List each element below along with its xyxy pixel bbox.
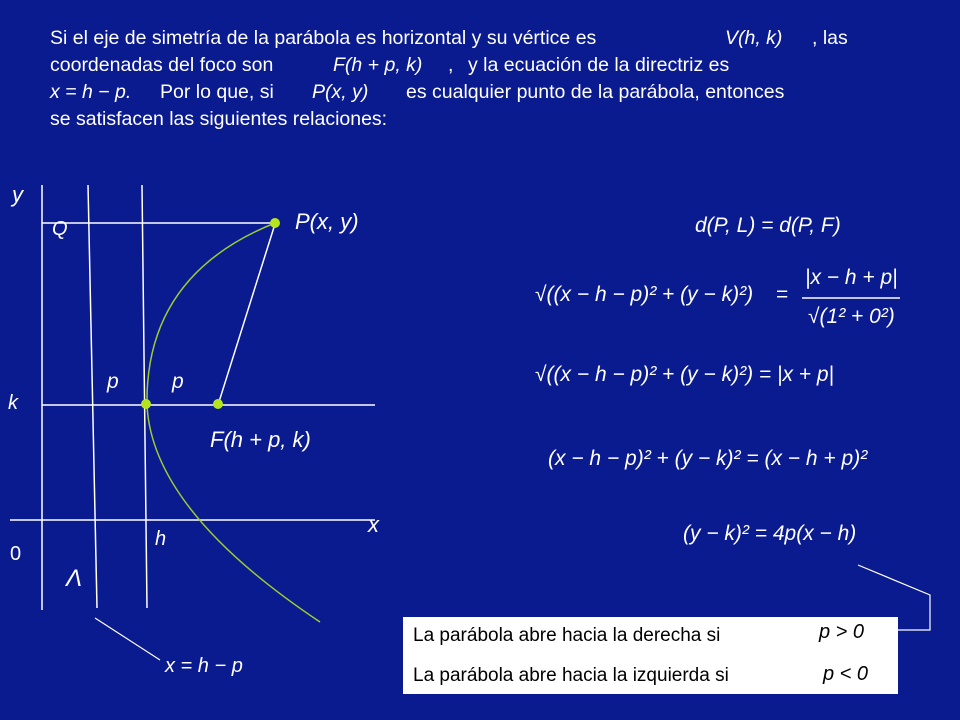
equation-step-1-numerator: |x − h + p| xyxy=(805,266,898,289)
intro-text: , las xyxy=(812,27,848,49)
vertex-formula: V(h, k) xyxy=(725,27,783,49)
point-p-dot xyxy=(270,218,280,228)
directrix-line xyxy=(88,185,97,608)
p-distance-right: p xyxy=(172,370,184,393)
focus-formula: F(h + p, k) xyxy=(333,54,423,76)
intro-text: y la ecuación de la directriz es xyxy=(468,54,730,76)
equation-step-1-denominator: √(1² + 0²) xyxy=(808,305,895,328)
focus-label: F(h + p, k) xyxy=(210,427,311,452)
condition-left-formula: p < 0 xyxy=(823,663,869,685)
equation-result: (y − k)² = 4p(x − h) xyxy=(683,522,857,545)
intro-text: , xyxy=(448,54,454,76)
pf-segment xyxy=(218,224,275,405)
condition-right-formula: p > 0 xyxy=(819,621,865,643)
directrix-equation-label: x = h − p xyxy=(165,655,243,677)
intro-text: coordenadas del foco son xyxy=(50,54,274,76)
equals-sign: = xyxy=(776,283,789,306)
k-label: k xyxy=(8,392,18,414)
vertex-vertical-line xyxy=(142,185,147,608)
equation-step-2: √((x − h − p)² + (y − k)²) = |x + p| xyxy=(535,363,835,386)
equation-distance: d(P, L) = d(P, F) xyxy=(695,214,841,237)
parabola-curve xyxy=(147,223,320,622)
point-p-label: P(x, y) xyxy=(295,209,359,234)
intro-text: Si el eje de simetría de la parábola es horizontal y su vértice es xyxy=(50,27,597,49)
equation-step-1-left: √((x − h − p)² + (y − k)²) xyxy=(535,283,754,306)
lambda-label: Λ xyxy=(66,565,83,592)
condition-left-row xyxy=(413,665,729,687)
intro-text: se satisfacen las siguientes relaciones: xyxy=(50,108,388,130)
h-label: h xyxy=(155,528,167,550)
focus-dot xyxy=(213,399,223,409)
vertex-dot xyxy=(141,399,151,409)
point-formula: P(x, y) xyxy=(312,81,369,103)
conditions-box xyxy=(403,617,898,694)
directrix-formula: x = h − p. xyxy=(50,81,132,103)
x-axis-label: x xyxy=(368,512,379,537)
intro-text: Por lo que, si xyxy=(160,81,274,103)
intro-text: es cualquier punto de la parábola, entonces xyxy=(406,81,785,103)
condition-left-text: La parábola abre hacia la izquierda si xyxy=(413,665,729,686)
q-label: Q xyxy=(52,218,68,240)
condition-right-text: La parábola abre hacia la derecha si xyxy=(413,625,721,646)
condition-right-row xyxy=(413,625,720,647)
equation-step-3: (x − h − p)² + (y − k)² = (x − h + p)² xyxy=(548,447,868,470)
origin-label: 0 xyxy=(10,543,22,565)
y-axis-label: y xyxy=(12,182,23,207)
directrix-pointer xyxy=(95,618,160,660)
p-distance-left: p xyxy=(107,370,119,393)
